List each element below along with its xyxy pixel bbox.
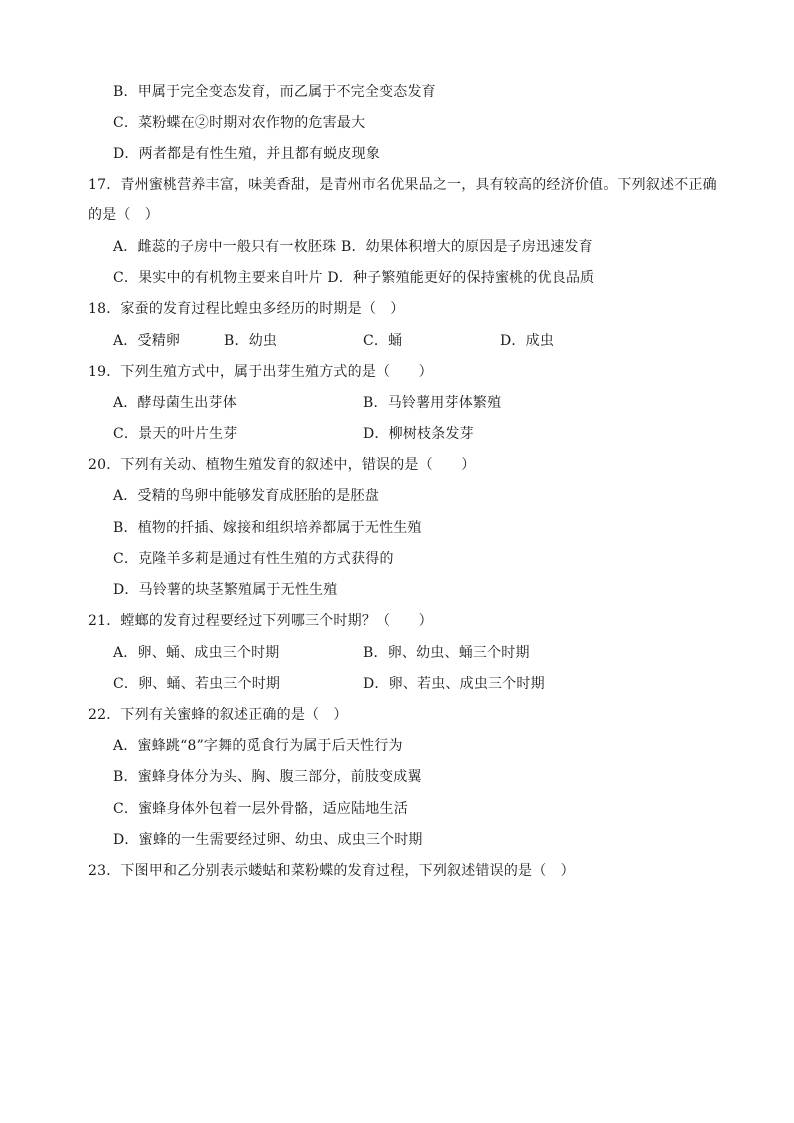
q16-option-c: C．菜粉蝶在②时期对农作物的危害最大 bbox=[113, 115, 366, 131]
q19-option-a: A．酵母菌生出芽体 bbox=[113, 395, 237, 411]
q22-option-a: A．蜜蜂跳“8”字舞的觅食行为属于后天性行为 bbox=[113, 738, 403, 754]
q19-option-d: D．柳树枝条发芽 bbox=[363, 426, 474, 442]
q22-stem: 22．下列有关蜜蜂的叙述正确的是（ ） bbox=[88, 707, 348, 723]
q18-option-b: B．幼虫 bbox=[224, 333, 278, 349]
q19-option-b: B．马铃薯用芽体繁殖 bbox=[363, 395, 502, 411]
q20-option-a: A．受精的鸟卵中能够发育成胚胎的是胚盘 bbox=[113, 488, 379, 504]
q17-stem-line2: 的是（ ） bbox=[88, 207, 159, 223]
q20-option-c: C．克隆羊多莉是通过有性生殖的方式获得的 bbox=[113, 551, 394, 567]
q22-option-d: D．蜜蜂的一生需要经过卵、幼虫、成虫三个时期 bbox=[113, 832, 423, 848]
q21-option-d: D．卵、若虫、成虫三个时期 bbox=[363, 676, 545, 692]
q23-stem: 23．下图甲和乙分别表示蝼蛄和菜粉蝶的发育过程，下列叙述错误的是（ ） bbox=[88, 863, 575, 879]
q21-option-c: C．卵、蛹、若虫三个时期 bbox=[113, 676, 281, 692]
q18-option-d: D．成虫 bbox=[500, 333, 555, 349]
q20-option-d: D．马铃薯的块茎繁殖属于无性生殖 bbox=[113, 582, 338, 598]
q17-options-cd: C．果实中的有机物主要来自叶片 D．种子繁殖能更好的保持蜜桃的优良品质 bbox=[113, 270, 595, 286]
q21-option-a: A．卵、蛹、成虫三个时期 bbox=[113, 645, 280, 661]
q18-option-a: A．受精卵 bbox=[113, 333, 181, 349]
q22-option-b: B．蜜蜂身体分为头、胸、腹三部分，前肢变成翼 bbox=[113, 769, 422, 785]
q18-option-c: C．蛹 bbox=[363, 333, 403, 349]
q20-stem: 20．下列有关动、植物生殖发育的叙述中，错误的是（ ） bbox=[88, 457, 476, 473]
q18-stem: 18．家蚕的发育过程比蝗虫多经历的时期是（ ） bbox=[88, 301, 405, 317]
q17-options-ab: A．雌蕊的子房中一般只有一枚胚珠 B．幼果体积增大的原因是子房迅速发育 bbox=[113, 239, 593, 255]
q16-option-b: B．甲属于完全变态发育，而乙属于不完全变态发育 bbox=[113, 84, 436, 100]
q22-option-c: C．蜜蜂身体外包着一层外骨骼，适应陆地生活 bbox=[113, 801, 408, 817]
q19-option-c: C．景天的叶片生芽 bbox=[113, 426, 238, 442]
q19-stem: 19．下列生殖方式中，属于出芽生殖方式的是（ ） bbox=[88, 364, 433, 380]
q21-stem: 21．螳螂的发育过程要经过下列哪三个时期？（ ） bbox=[88, 613, 433, 629]
q20-option-b: B．植物的扦插、嫁接和组织培养都属于无性生殖 bbox=[113, 520, 422, 536]
q21-option-b: B．卵、幼虫、蛹三个时期 bbox=[363, 645, 530, 661]
q16-option-d: D．两者都是有性生殖，并且都有蜕皮现象 bbox=[113, 146, 381, 162]
q17-stem-line1: 17．青州蜜桃营养丰富，味美香甜，是青州市名优果品之一，具有较高的经济价值。下列叙述不正确 bbox=[88, 177, 717, 193]
